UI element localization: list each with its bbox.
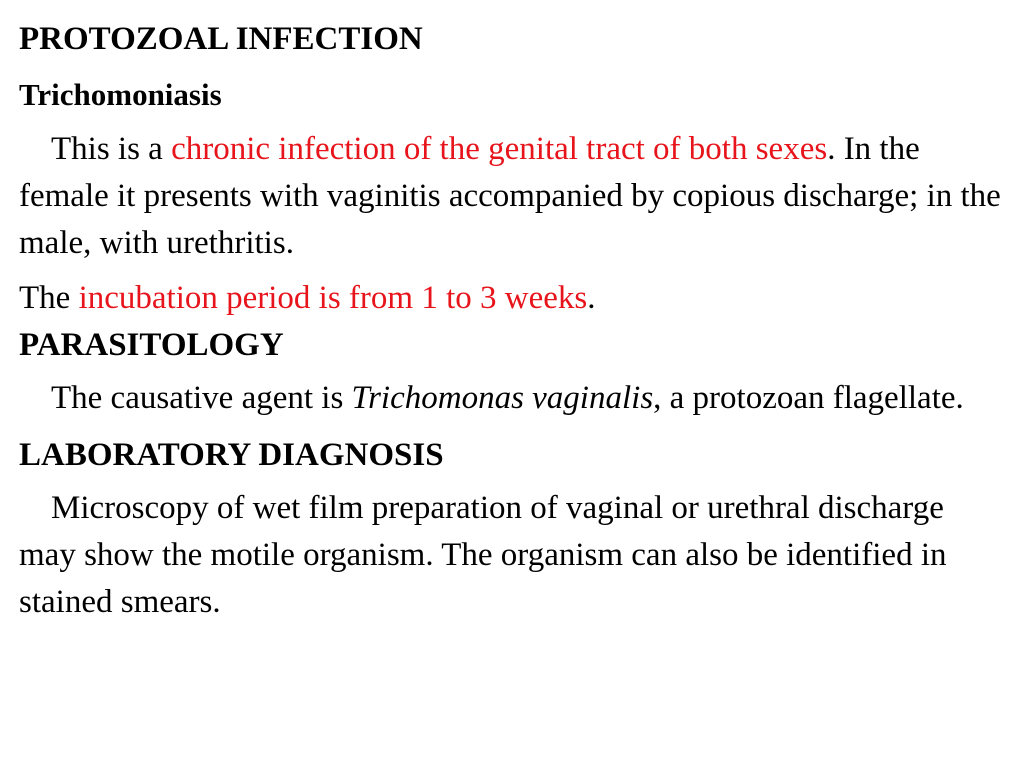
diagnosis-text: Microscopy of wet film preparation of vaginal or urethral discharge may show the motile organism. The organism can also be identified in stained smears.: [19, 490, 947, 620]
diagnosis-heading: LABORATORY DIAGNOSIS: [19, 437, 444, 473]
intro-paragraph: [19, 126, 1004, 267]
incubation-paragraph: [19, 275, 1004, 322]
incubation-text-end: .: [587, 280, 596, 316]
parasitology-text-end: , a protozoan flagellate.: [653, 380, 964, 416]
intro-text-end: . In the female it presents with vaginitis accompanied by copious discharge; in the male, with urethritis.: [19, 131, 1001, 261]
parasitology-text-start: The causative agent is: [51, 380, 352, 416]
section-title-trichomoniasis: Trichomoniasis: [19, 77, 222, 112]
intro-highlight: chronic infection of the genital tract of both sexes: [171, 131, 828, 167]
diagnosis-paragraph: [19, 485, 1004, 626]
incubation-text-start: The: [19, 280, 79, 316]
organism-name: Trichomonas vaginalis: [351, 380, 654, 416]
page-title: PROTOZOAL INFECTION: [19, 21, 423, 57]
intro-text-start: This is a: [51, 131, 172, 167]
incubation-highlight: incubation period is from 1 to 3 weeks: [78, 280, 588, 316]
slide-content: [19, 14, 1004, 626]
parasitology-heading: PARASITOLOGY: [19, 327, 284, 363]
parasitology-paragraph: [19, 375, 1004, 422]
